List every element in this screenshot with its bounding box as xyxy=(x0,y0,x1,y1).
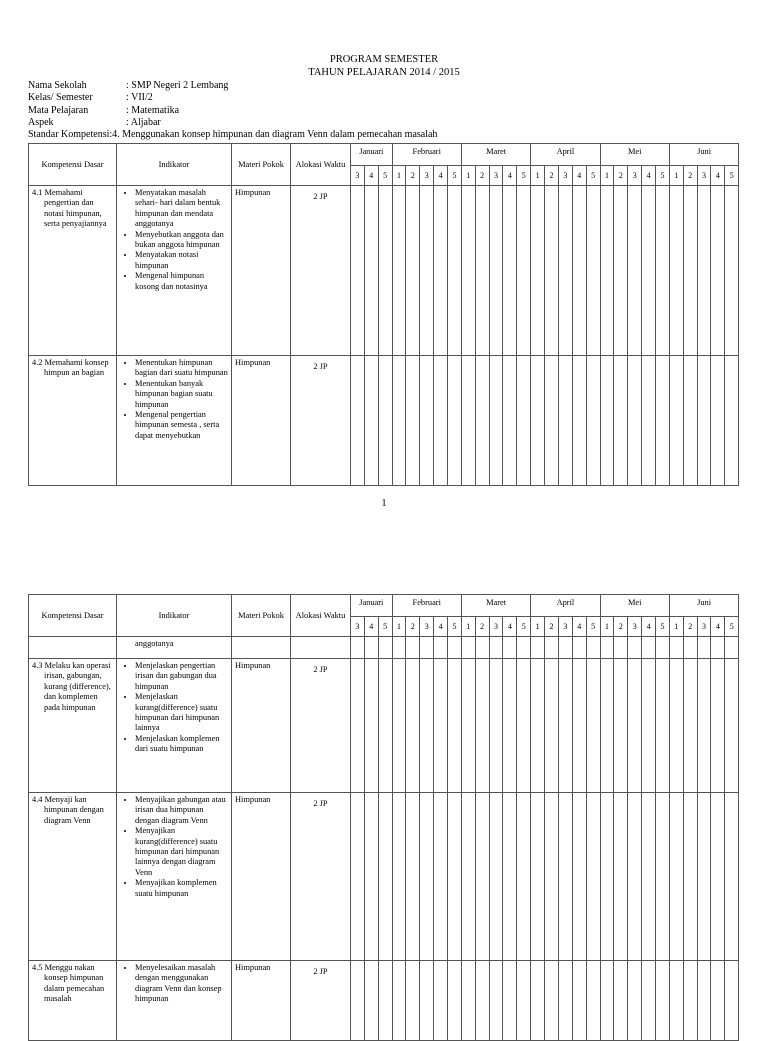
week-number: 2 xyxy=(545,166,559,186)
week-cell xyxy=(586,356,600,486)
week-cell xyxy=(628,793,642,961)
week-cell xyxy=(545,793,559,961)
field-aspek: Aspek : Aljabar xyxy=(28,116,161,128)
week-cell xyxy=(683,186,697,356)
month-header: April xyxy=(531,144,600,166)
week-number: 1 xyxy=(461,166,475,186)
week-number: 4 xyxy=(364,166,378,186)
indikator-item: • Menyajikan gabungan atau irisan dua himpunan dengan diagram Venn xyxy=(135,795,228,826)
week-cell xyxy=(489,356,503,486)
week-cell xyxy=(614,793,628,961)
week-number: 5 xyxy=(725,617,739,637)
week-cell xyxy=(364,659,378,793)
week-cell xyxy=(725,186,739,356)
indikator-item: • Menjelaskan kurang(difference) suatu himpunan dari himpunan lainnya xyxy=(135,692,228,734)
week-number: 2 xyxy=(545,617,559,637)
week-cell xyxy=(351,637,365,659)
week-cell xyxy=(392,356,406,486)
week-number: 1 xyxy=(669,617,683,637)
week-cell xyxy=(614,659,628,793)
month-header: Juni xyxy=(669,144,738,166)
week-number: 1 xyxy=(531,166,545,186)
week-cell xyxy=(531,186,545,356)
indikator-item: • Menyatakan notasi himpunan xyxy=(135,250,228,271)
indikator-cell xyxy=(117,961,232,1041)
kompetensi-dasar-cell: 4.3 Melaku kan operasi irisan, gabungan, kurang (difference), dan komplemen pada himpunan xyxy=(29,659,117,793)
week-cell xyxy=(517,793,531,961)
week-cell xyxy=(531,637,545,659)
week-cell xyxy=(531,356,545,486)
week-number: 5 xyxy=(378,166,392,186)
week-cell xyxy=(572,356,586,486)
month-header: Mei xyxy=(600,595,669,617)
week-cell xyxy=(503,793,517,961)
kompetensi-dasar-cell: 4.5 Menggu nakan konsep himpunan dalam pemecahan masalah xyxy=(29,961,117,1041)
week-cell xyxy=(364,961,378,1041)
week-number: 4 xyxy=(572,617,586,637)
week-cell xyxy=(378,961,392,1041)
alokasi-waktu-cell: 2 JP xyxy=(291,659,351,793)
field-kelas-semester: Kelas/ Semester : VII/2 xyxy=(28,92,153,104)
week-cell xyxy=(503,659,517,793)
week-cell xyxy=(378,356,392,486)
week-cell xyxy=(558,793,572,961)
week-cell xyxy=(351,186,365,356)
alokasi-waktu-cell: 2 JP xyxy=(291,356,351,486)
materi-pokok-cell: Himpunan xyxy=(232,793,291,961)
week-number: 3 xyxy=(489,617,503,637)
week-cell xyxy=(364,186,378,356)
week-cell xyxy=(572,186,586,356)
week-cell xyxy=(434,356,448,486)
week-cell xyxy=(600,659,614,793)
week-cell xyxy=(545,659,559,793)
week-cell xyxy=(614,186,628,356)
week-cell xyxy=(489,793,503,961)
week-cell xyxy=(642,793,656,961)
col-header-materi-pokok: Materi Pokok xyxy=(232,144,291,186)
table-row xyxy=(29,793,739,961)
week-cell xyxy=(517,659,531,793)
semester-table-page-2 xyxy=(28,594,739,1041)
week-number: 5 xyxy=(586,166,600,186)
indikator-item: • Menjelaskan pengertian irisan dan gabungan dua himpunan xyxy=(135,661,228,692)
materi-pokok-cell: Himpunan xyxy=(232,356,291,486)
week-cell xyxy=(351,793,365,961)
month-header: April xyxy=(531,595,600,617)
week-number: 5 xyxy=(725,166,739,186)
week-cell xyxy=(600,637,614,659)
week-cell xyxy=(545,637,559,659)
indikator-item: • Menyatakan masalah sehari- hari dalam bentuk himpunan dan mendata anggotanya xyxy=(135,188,228,230)
week-cell xyxy=(434,186,448,356)
alokasi-waktu-cell: 2 JP xyxy=(291,961,351,1041)
week-cell xyxy=(420,356,434,486)
week-number: 2 xyxy=(406,617,420,637)
week-cell xyxy=(628,659,642,793)
week-cell xyxy=(683,961,697,1041)
week-cell xyxy=(406,637,420,659)
indikator-item: • Mengenal pengertian himpunan semesta , serta dapat menyebutkan xyxy=(135,410,228,441)
month-header: Maret xyxy=(461,144,530,166)
week-cell xyxy=(364,637,378,659)
week-cell xyxy=(461,659,475,793)
week-number: 2 xyxy=(406,166,420,186)
table-row xyxy=(29,637,739,659)
week-number: 5 xyxy=(586,617,600,637)
week-number: 3 xyxy=(351,166,365,186)
week-cell xyxy=(475,356,489,486)
indikator-cell xyxy=(117,186,232,356)
week-number: 2 xyxy=(683,166,697,186)
week-cell xyxy=(531,659,545,793)
week-cell xyxy=(434,793,448,961)
week-cell xyxy=(711,793,725,961)
week-cell xyxy=(406,186,420,356)
week-cell xyxy=(697,637,711,659)
week-cell xyxy=(517,961,531,1041)
week-cell xyxy=(725,659,739,793)
week-cell xyxy=(697,961,711,1041)
week-cell xyxy=(448,961,462,1041)
col-header-alokasi-waktu: Alokasi Waktu xyxy=(291,595,351,637)
week-cell xyxy=(351,356,365,486)
week-cell xyxy=(364,356,378,486)
week-cell xyxy=(517,356,531,486)
week-cell xyxy=(545,186,559,356)
week-number: 4 xyxy=(503,617,517,637)
week-cell xyxy=(642,356,656,486)
week-number: 5 xyxy=(656,617,670,637)
week-number: 4 xyxy=(572,166,586,186)
week-cell xyxy=(489,659,503,793)
week-cell xyxy=(448,637,462,659)
week-number: 5 xyxy=(378,617,392,637)
week-cell xyxy=(420,659,434,793)
week-cell xyxy=(558,961,572,1041)
week-cell xyxy=(461,356,475,486)
month-header: Februari xyxy=(392,595,461,617)
week-cell xyxy=(351,961,365,1041)
indikator-item: • Menyebutkan anggota dan bukan anggota himpunan xyxy=(135,230,228,251)
week-cell xyxy=(683,793,697,961)
col-header-kompetensi-dasar: Kompetensi Dasar xyxy=(29,144,117,186)
week-cell xyxy=(725,793,739,961)
week-cell xyxy=(489,637,503,659)
week-cell xyxy=(351,659,365,793)
week-cell xyxy=(434,659,448,793)
week-cell xyxy=(475,961,489,1041)
month-header: Januari xyxy=(351,595,393,617)
month-header: Mei xyxy=(600,144,669,166)
week-cell xyxy=(448,659,462,793)
week-number: 2 xyxy=(683,617,697,637)
materi-pokok-cell: Himpunan xyxy=(232,659,291,793)
week-cell xyxy=(711,637,725,659)
week-cell xyxy=(600,186,614,356)
document-title: PROGRAM SEMESTER xyxy=(329,54,439,65)
continuation-cell: anggotanya xyxy=(117,637,232,659)
week-cell xyxy=(378,637,392,659)
week-cell xyxy=(558,186,572,356)
week-number: 1 xyxy=(461,617,475,637)
week-cell xyxy=(697,356,711,486)
week-number: 1 xyxy=(392,166,406,186)
week-number: 3 xyxy=(628,617,642,637)
week-cell xyxy=(420,961,434,1041)
week-cell xyxy=(725,961,739,1041)
week-cell xyxy=(614,637,628,659)
week-cell xyxy=(600,961,614,1041)
week-number: 4 xyxy=(364,617,378,637)
week-cell xyxy=(434,961,448,1041)
indikator-cell xyxy=(117,356,232,486)
week-cell xyxy=(392,186,406,356)
week-cell xyxy=(517,637,531,659)
month-header: Juni xyxy=(669,595,738,617)
week-cell xyxy=(711,186,725,356)
week-cell xyxy=(642,961,656,1041)
indikator-cell xyxy=(117,659,232,793)
indikator-item: • Menyajikan komplemen suatu himpunan xyxy=(135,878,228,899)
week-cell xyxy=(392,793,406,961)
kompetensi-dasar-cell: 4.2 Memahami konsep himpun an bagian xyxy=(29,356,117,486)
week-cell xyxy=(711,356,725,486)
week-number: 3 xyxy=(697,166,711,186)
month-header: Februari xyxy=(392,144,461,166)
week-cell xyxy=(475,793,489,961)
week-number: 4 xyxy=(711,617,725,637)
week-number: 1 xyxy=(669,166,683,186)
week-cell xyxy=(656,356,670,486)
week-cell xyxy=(545,356,559,486)
week-number: 5 xyxy=(448,617,462,637)
field-mata-pelajaran: Mata Pelajaran : Matematika xyxy=(28,104,180,116)
week-cell xyxy=(572,793,586,961)
week-cell xyxy=(420,637,434,659)
week-number: 4 xyxy=(434,166,448,186)
week-cell xyxy=(475,186,489,356)
week-cell xyxy=(669,659,683,793)
week-cell xyxy=(392,637,406,659)
indikator-item: • Menyelesaikan masalah dengan menggunakan diagram Venn dan konsep himpunan xyxy=(135,963,228,1005)
week-cell xyxy=(489,961,503,1041)
alokasi-waktu-cell: 2 JP xyxy=(291,186,351,356)
week-cell xyxy=(545,961,559,1041)
week-cell xyxy=(558,659,572,793)
table-row xyxy=(29,356,739,486)
week-cell xyxy=(669,637,683,659)
week-number: 3 xyxy=(628,166,642,186)
week-cell xyxy=(558,356,572,486)
week-cell xyxy=(656,637,670,659)
week-number: 2 xyxy=(475,166,489,186)
materi-pokok-cell: Himpunan xyxy=(232,961,291,1041)
week-cell xyxy=(572,637,586,659)
alokasi-waktu-cell: 2 JP xyxy=(291,793,351,961)
week-number: 2 xyxy=(614,617,628,637)
week-cell xyxy=(628,961,642,1041)
week-number: 2 xyxy=(614,166,628,186)
week-cell xyxy=(628,637,642,659)
week-cell xyxy=(683,659,697,793)
field-standar-kompetensi: Standar Kompetensi: 4. Menggunakan konsep himpunan dan diagram Venn dalam pemecahan masalah xyxy=(28,129,438,141)
week-cell xyxy=(586,961,600,1041)
week-number: 5 xyxy=(517,166,531,186)
week-number: 3 xyxy=(558,166,572,186)
week-cell xyxy=(434,637,448,659)
week-number: 3 xyxy=(351,617,365,637)
week-cell xyxy=(503,186,517,356)
table-row xyxy=(29,961,739,1041)
week-cell xyxy=(683,637,697,659)
week-cell xyxy=(392,659,406,793)
week-cell xyxy=(364,793,378,961)
week-cell xyxy=(420,793,434,961)
week-cell xyxy=(475,659,489,793)
week-cell xyxy=(503,637,517,659)
week-cell xyxy=(656,186,670,356)
week-number: 5 xyxy=(448,166,462,186)
week-cell xyxy=(461,793,475,961)
week-number: 3 xyxy=(489,166,503,186)
col-header-materi-pokok: Materi Pokok xyxy=(232,595,291,637)
week-cell xyxy=(406,961,420,1041)
week-cell xyxy=(461,961,475,1041)
week-cell xyxy=(406,793,420,961)
week-cell xyxy=(489,186,503,356)
semester-table-page-1 xyxy=(28,143,739,486)
week-number: 4 xyxy=(642,166,656,186)
week-number: 1 xyxy=(600,617,614,637)
week-cell xyxy=(531,793,545,961)
week-cell xyxy=(378,186,392,356)
week-cell xyxy=(448,186,462,356)
week-cell xyxy=(475,637,489,659)
week-cell xyxy=(600,793,614,961)
indikator-item: • Menentukan banyak himpunan bagian suatu himpunan xyxy=(135,379,228,410)
indikator-cell xyxy=(117,793,232,961)
week-cell xyxy=(517,186,531,356)
week-cell xyxy=(448,793,462,961)
week-cell xyxy=(586,659,600,793)
month-header: Januari xyxy=(351,144,393,166)
week-cell xyxy=(586,793,600,961)
week-cell xyxy=(697,793,711,961)
week-cell xyxy=(683,356,697,486)
week-cell xyxy=(448,356,462,486)
week-cell xyxy=(378,659,392,793)
week-cell xyxy=(697,186,711,356)
week-cell xyxy=(628,186,642,356)
week-cell xyxy=(406,659,420,793)
week-cell xyxy=(392,961,406,1041)
col-header-indikator: Indikator xyxy=(117,144,232,186)
indikator-item: • Menyajikan kurang(difference) suatu himpunan dari himpunan lainnya dengan diagram Venn xyxy=(135,826,228,878)
week-cell xyxy=(669,356,683,486)
week-number: 4 xyxy=(711,166,725,186)
col-header-alokasi-waktu: Alokasi Waktu xyxy=(291,144,351,186)
week-cell xyxy=(461,186,475,356)
week-cell xyxy=(628,356,642,486)
document-subtitle: TAHUN PELAJARAN 2014 / 2015 xyxy=(308,67,460,78)
week-cell xyxy=(406,356,420,486)
week-number: 4 xyxy=(642,617,656,637)
field-nama-sekolah: Nama Sekolah : SMP Negeri 2 Lembang xyxy=(28,80,229,91)
week-cell xyxy=(656,793,670,961)
week-cell xyxy=(711,659,725,793)
week-cell xyxy=(656,961,670,1041)
week-cell xyxy=(642,186,656,356)
week-cell xyxy=(697,659,711,793)
week-cell xyxy=(572,659,586,793)
week-cell xyxy=(503,356,517,486)
week-number: 3 xyxy=(420,617,434,637)
week-number: 4 xyxy=(503,166,517,186)
week-cell xyxy=(656,659,670,793)
week-cell xyxy=(461,637,475,659)
week-number: 1 xyxy=(392,617,406,637)
week-number: 3 xyxy=(420,166,434,186)
week-number: 2 xyxy=(475,617,489,637)
week-cell xyxy=(725,637,739,659)
table-row xyxy=(29,659,739,793)
week-cell xyxy=(642,659,656,793)
week-number: 1 xyxy=(600,166,614,186)
week-cell xyxy=(669,961,683,1041)
week-cell xyxy=(586,637,600,659)
week-number: 1 xyxy=(531,617,545,637)
kompetensi-dasar-cell: 4.1 Memahami pengertian dan notasi himpunan, serta penyajiannya xyxy=(29,186,117,356)
week-cell xyxy=(531,961,545,1041)
col-header-kompetensi-dasar: Kompetensi Dasar xyxy=(29,595,117,637)
week-cell xyxy=(614,961,628,1041)
week-number: 4 xyxy=(434,617,448,637)
header-fields xyxy=(28,80,437,141)
week-cell xyxy=(725,356,739,486)
week-cell xyxy=(572,961,586,1041)
table-row xyxy=(29,186,739,356)
month-header: Maret xyxy=(461,595,530,617)
week-number: 3 xyxy=(558,617,572,637)
week-cell xyxy=(558,637,572,659)
week-cell xyxy=(586,186,600,356)
kompetensi-dasar-cell: 4.4 Menyaji kan himpunan dengan diagram Venn xyxy=(29,793,117,961)
week-cell xyxy=(669,186,683,356)
week-number: 5 xyxy=(656,166,670,186)
indikator-item: • Menjelaskan komplemen dari suatu himpunan xyxy=(135,734,228,755)
week-number: 3 xyxy=(697,617,711,637)
page-number: 1 xyxy=(381,498,387,509)
week-cell xyxy=(669,793,683,961)
indikator-item: • Menentukan himpunan bagian dari suatu himpunan xyxy=(135,358,228,379)
week-cell xyxy=(420,186,434,356)
week-cell xyxy=(600,356,614,486)
week-cell xyxy=(503,961,517,1041)
week-cell xyxy=(614,356,628,486)
week-cell xyxy=(642,637,656,659)
materi-pokok-cell: Himpunan xyxy=(232,186,291,356)
col-header-indikator: Indikator xyxy=(117,595,232,637)
week-cell xyxy=(711,961,725,1041)
week-number: 5 xyxy=(517,617,531,637)
week-cell xyxy=(378,793,392,961)
indikator-item: • Mengenal himpunan kosong dan notasinya xyxy=(135,271,228,292)
